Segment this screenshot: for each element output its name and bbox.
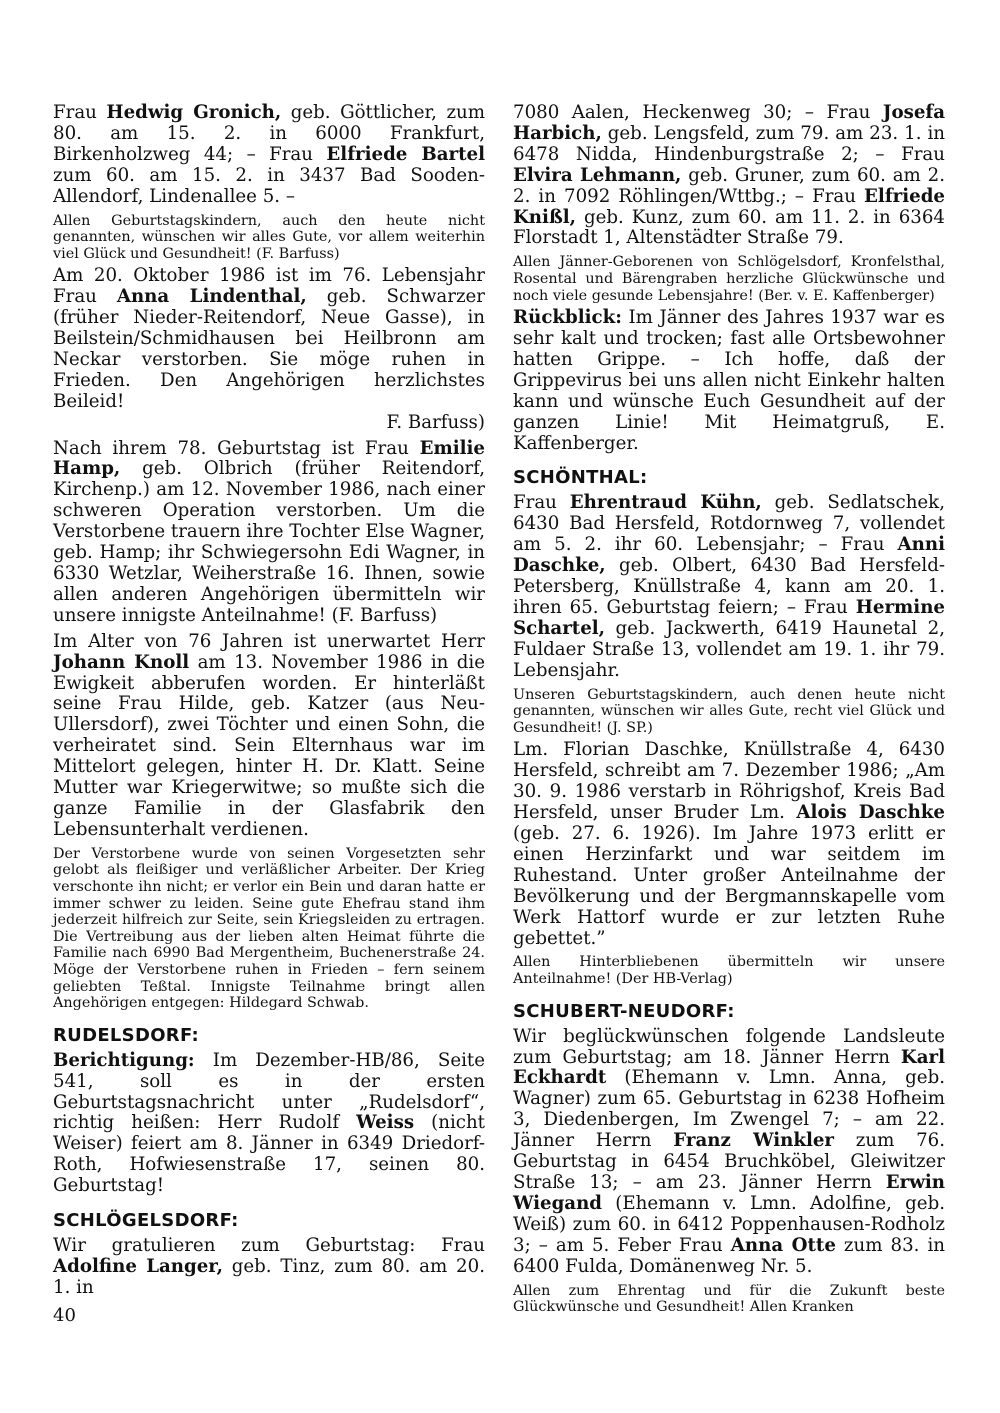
birthday-greeting-schoenthal: Unseren Geburtstagskindern, auch denen heute nicht genannten, wünschen wir alles Gute, recht viel Glück und Gesundheit! (J. SP.) <box>513 686 945 736</box>
birthday-greeting: Allen Geburtstagskindern, auch den heute nicht genannten, wünschen wir alles Gute, vor allem weiterhin viel Glück und Gesundheit! (F. Barfuss) <box>53 212 485 262</box>
page-number: 40 <box>53 1305 76 1326</box>
birthday-notice-kuehn: Frau Ehrentraud Kühn, geb. Sedlatschek, 6430 Bad Hersfeld, Rotdornweg 7, vollendet am 5. 2. ihr 60. Lebensjahr; – Frau Anni Daschke, geb. Olbert, 6430 Bad Hersfeld-Petersberg, Knüllstraße 4, kann am 20. 1. ihren 65. Geburtstag feiern; – Frau Hermine Schartel, geb. Jackwerth, 6419 Haunetal 2, Fuldaer Straße 13, vollendet am 19. 1. ihr 79. Lebensjahr. <box>513 492 945 681</box>
left-column <box>53 103 485 1304</box>
obituary-knoll: Im Alter von 76 Jahren ist unerwartet Herr Johann Knoll am 13. November 1986 in die Ewigkeit abberufen worden. Er hinterläßt seine Frau Hilde, geb. Katzer (aus Neu-Ullersdorf), zwei Töchter und einen Sohn, die verheiratet sind. Sein Elternhaus war im Mittelort gelegen, hinter H. Dr. Klatt. Seine Mutter war Kriegerwitwe; so mußte sich die ganze Familie in der Glasfabrik den Lebensunterhalt verdienen. <box>53 630 485 840</box>
birthday-notice-gronich: Frau Hedwig Gronich, geb. Göttlicher, zum 80. am 15. 2. in 6000 Frankfurt, Birkenholzweg 44; – Frau Elfriede Bartel zum 60. am 15. 2. in 3437 Bad Sooden-Allendorf, Lindenallee 5. – <box>53 102 485 207</box>
birthday-notice-harbich: 7080 Aalen, Heckenweg 30; – Frau Josefa Harbich, geb. Lengsfeld, zum 79. am 23. 1. in 6478 Nidda, Hindenburgstraße 2; – Frau Elvira Lehmann, geb. Gruner, zum 60. am 2. 2. in 7092 Röhlingen/Wttbg.; – Frau Elfriede Knißl, geb. Kunz, zum 60. am 11. 2. in 6364 Florstadt 1, Altenstädter Straße 79. <box>513 102 945 249</box>
right-column <box>513 103 945 1320</box>
section-heading-schloegelsdorf: SCHLÖGELSDORF: <box>53 1210 239 1232</box>
section-heading-schubert-neudorf: SCHUBERT-NEUDORF: <box>513 1000 735 1022</box>
correction-notice: Berichtigung: Im Dezember-HB/86, Seite 541, soll es in der ersten Geburtstagsnachricht unter „Rudelsdorf“, richtig heißen: Herr Rudolf Weiss (nicht Weiser) feiert am 8. Jänner in 6349 Driedorf-Roth, Hofwiesenstraße 17, seinen 80. Geburtstag! <box>53 1049 485 1197</box>
retrospective-notice: Rückblick: Im Jänner des Jahres 1937 war es sehr kalt und trocken; fast alle Ortsbewohner hatten Grippe. – Ich hoffe, daß der Grippevirus bei uns allen nicht Einkehr halten kann und wünsche Euch Gesundheit auf der ganzen Linie! Mit Heimatgruß, E. Kaffenberger. <box>513 307 945 454</box>
january-greeting: Allen Jänner-Geborenen von Schlögelsdorf, Kronfelsthal, Rosental und Bärengraben herzliche Glückwünsche und noch viele gesunde Lebensjahre! (Ber. v. E. Kaffenberger) <box>513 254 945 304</box>
condolence-notice: Allen Hinterbliebenen übermitteln wir unsere Anteilnahme! (Der HB-Verlag) <box>513 954 945 988</box>
obituary-signature: F. Barfuss) <box>386 411 485 433</box>
obituary-daschke: Lm. Florian Daschke, Knüllstraße 4, 6430 Hersfeld, schreibt am 7. Dezember 1986; „Am 30. 9. 1986 verstarb in Röhrigshof, Kreis Bad Hersfeld, unser Bruder Lm. Alois Daschke (geb. 27. 6. 1926). Im Jahre 1973 erlitt er einen Herzinfarkt und war seitdem im Ruhestand. Unter großer Anteilnahme der Bevölkerung und der Bergmannskapelle vom Werk Hattorf wurde er zur letzten Ruhe gebettet.” <box>513 739 945 949</box>
birthday-notice-eckhardt: Wir beglückwünschen folgende Landsleute zum Geburtstag; am 18. Jänner Herrn Karl Eckhardt (Ehemann v. Lmn. Anna, geb. Wagner) zum 65. Geburtstag in 6238 Hofheim 3, Diedenbergen, Im Zwengel 7; – am 22. Jänner Herrn Franz Winkler zum 76. Geburtstag in 6454 Bruchköbel, Gleiwitzer Straße 13; – am 23. Jänner Herrn Erwin Wiegand (Ehemann v. Lmn. Adolfine, geb. Weiß) zum 60. in 6412 Poppenhausen-Rodholz 3; – am 5. Feber Frau Anna Otte zum 83. in 6400 Fulda, Domänenweg Nr. 5. <box>513 1025 946 1277</box>
section-heading-schoenthal: SCHÖNTHAL: <box>513 467 648 489</box>
section-heading-rudelsdorf: RUDELSDORF: <box>53 1024 200 1046</box>
obituary-lindenthal: Am 20. Oktober 1986 ist im 76. Lebensjahr Frau Anna Lindenthal, geb. Schwarzer (früher Nieder-Reitendorf, Neue Gasse), in Beilstein/Schmidhausen bei Heilbronn am Neckar verstorben. Sie möge ruhen in Frieden. Den Angehörigen herzlichstes Beileid! <box>53 265 485 412</box>
closing-greeting: Allen zum Ehrentag und für die Zukunft beste Glückwünsche und Gesundheit! Allen Kranken <box>513 1282 945 1316</box>
obituary-hamp: Nach ihrem 78. Geburtstag ist Frau Emilie Hamp, geb. Olbrich (früher Reitendorf, Kirchenp.) am 12. November 1986, nach einer schweren Operation verstorben. Um die Verstorbene trauern ihre Tochter Else Wagner, geb. Hamp; ihr Schwiegersohn Edi Wagner, in 6330 Wetzlar, Weiherstraße 16. Ihnen, sowie allen anderen Angehörigen übermitteln wir unsere innigste Anteilnahme! (F. Barfuss) <box>53 437 485 626</box>
birthday-notice-langer: Wir gratulieren zum Geburtstag: Frau Adolfine Langer, geb. Tinz, zum 80. am 20. 1. in <box>53 1235 485 1298</box>
obituary-knoll-continued: Der Verstorbene wurde von seinen Vorgesetzten sehr gelobt als fleißiger und verläßlicher Arbeiter. Der Krieg verschonte ihn nicht; er verlor ein Bein und daran hatte er immer schwer zu leiden. Seine gute Ehefrau stand ihm jederzeit hilfreich zur Seite, sein Kriegsleiden zu ertragen. Die Vertreibung aus der lieben alten Heimat führte die Familie nach 6990 Bad Mergentheim, Buchenerstraße 24. Möge der Verstorbene ruhen in Frieden – fern seinem geliebten Teßtal. Innigste Teilnahme bringt allen Angehörigen entgegen: Hildegard Schwab. <box>53 845 485 1012</box>
